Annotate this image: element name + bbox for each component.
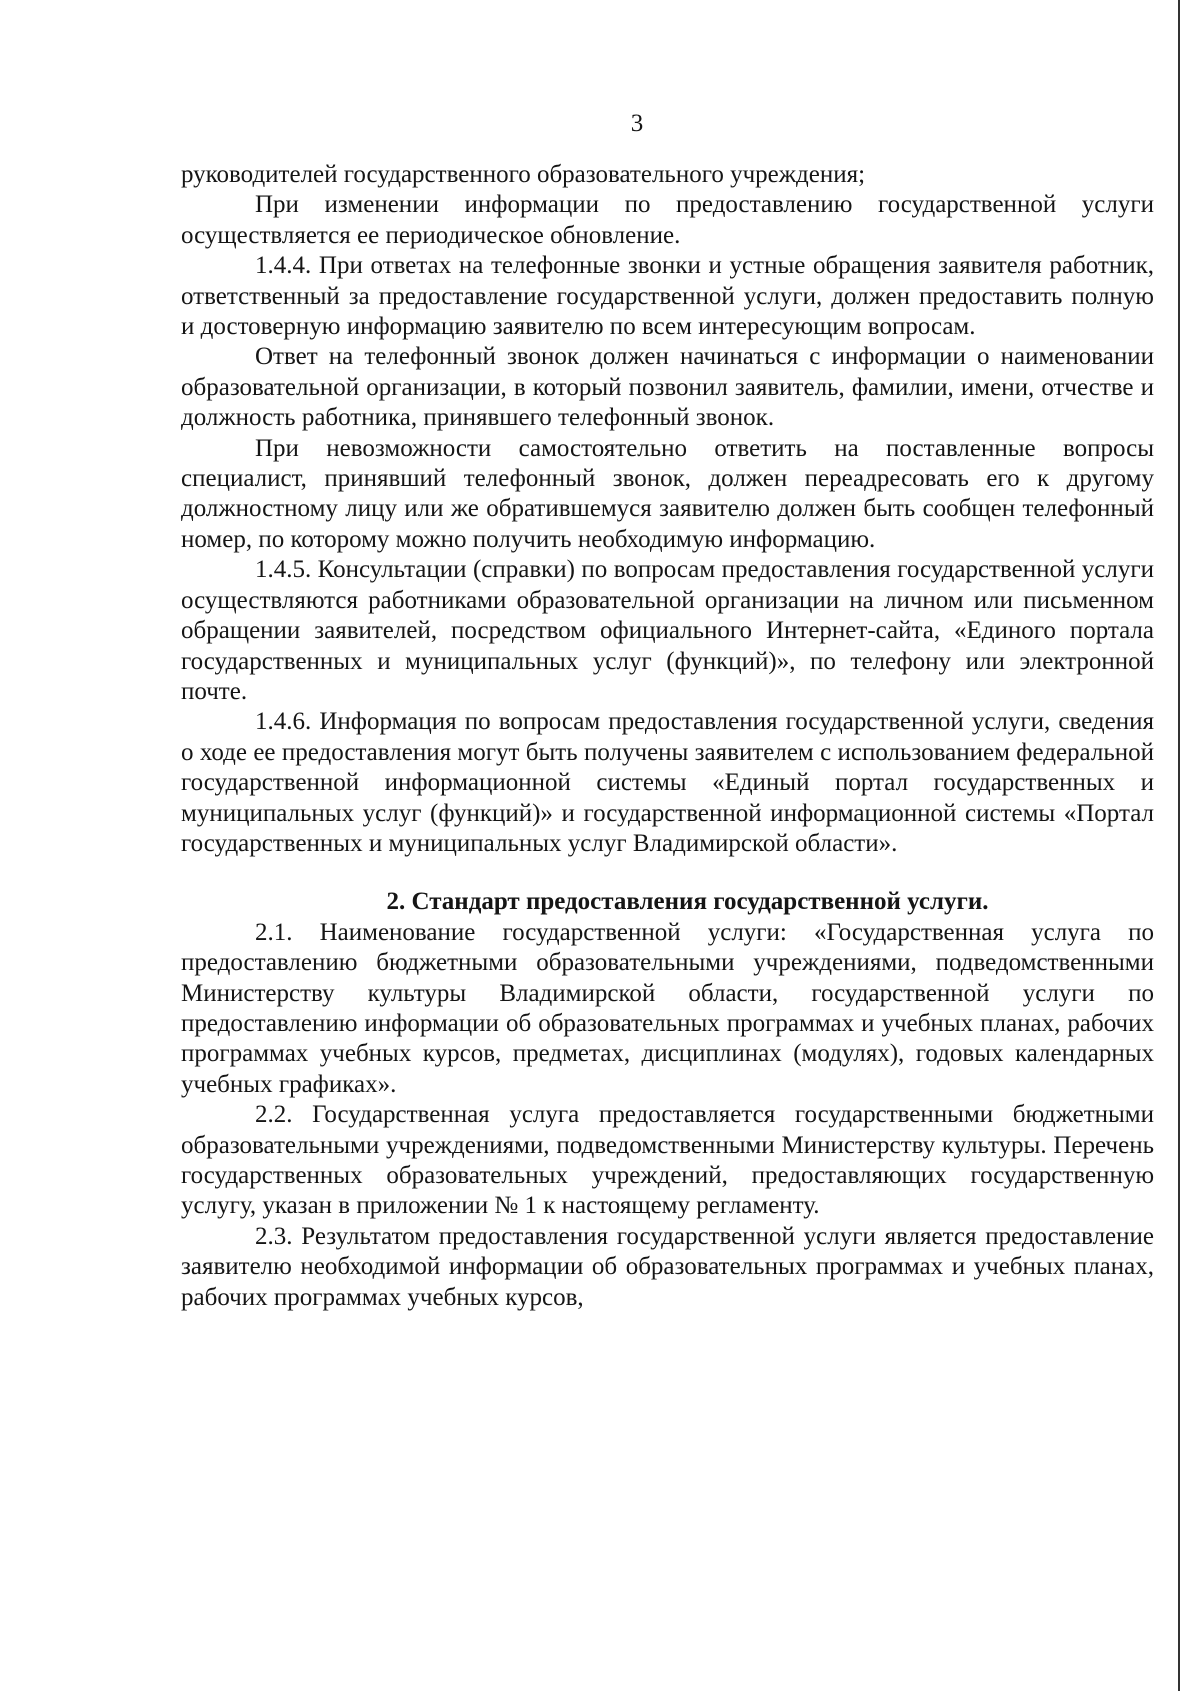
- paragraph: При изменении информации по предоставлению государственной услуги осуществляется ее периодическое обновление.: [181, 191, 1154, 249]
- paragraph: Ответ на телефонный звонок должен начинаться с информации о наименовании образовательной организации, в который позвонил заявитель, фамилии, имени, отчестве и должность работника, принявшего телефонный звонок.: [181, 343, 1154, 432]
- paragraph: 2.1. Наименование государственной услуги: «Государственная услуга по предоставлению бюджетными образовательными учреждениями, подведомственными Министерству культуры Владимирской области, государственной услуги по предоставлению информации об образовательных программах и учебных планах, рабочих программах учебных курсов, предметах, дисциплинах (модулях), годовых календарных учебных графиках».: [181, 918, 1154, 1098]
- paragraph: руководителей государственного образовательного учреждения;: [181, 161, 866, 188]
- paragraph: 1.4.6. Информация по вопросам предоставления государственной услуги, сведения о ходе ее предоставления могут быть получены заявителем с использованием федеральной государственной информационной системы «Единый портал государственных и муниципальных услуг (функций)» и государственной информационной системы «Портал государственных и муниципальных услуг Владимирской области».: [181, 708, 1154, 857]
- paragraph: 1.4.5. Консультации (справки) по вопросам предоставления государственной услуги осуществляются работниками образовательной организации на личном или письменном обращении заявителей, посредством официального Интернет-сайта, «Единого портала государственных и муниципальных услуг (функций)», по телефону или электронной почте.: [181, 556, 1154, 705]
- paragraph: 2.2. Государственная услуга предоставляется государственными бюджетными образовательными учреждениями, подведомственными Министерству культуры. Перечень государственных образовательных учреждений, предоставляющих государственную услугу, указан в приложении № 1 к настоящему регламенту.: [181, 1101, 1154, 1220]
- paragraph: При невозможности самостоятельно ответить на поставленные вопросы специалист, принявший телефонный звонок, должен переадресовать его к другому должностному лицу или же обратившемуся заявителю должен быть сообщен телефонный номер, по которому можно получить необходимую информацию.: [181, 434, 1154, 553]
- section-heading: 2. Стандарт предоставления государственной услуги.: [386, 888, 989, 916]
- page-edge-line: [1178, 0, 1180, 1691]
- page-number: 3: [630, 110, 644, 137]
- paragraph: 1.4.4. При ответах на телефонные звонки и устные обращения заявителя работник, ответственный за предоставление государственной услуги, должен предоставить полную и достоверную информацию заявителю по всем интересующим вопросам.: [181, 252, 1154, 341]
- paragraph: 2.3. Результатом предоставления государственной услуги является предоставление заявителю необходимой информации об образовательных программах и учебных планах, рабочих программах учебных курсов,: [181, 1222, 1154, 1311]
- document-body: [181, 160, 1154, 1313]
